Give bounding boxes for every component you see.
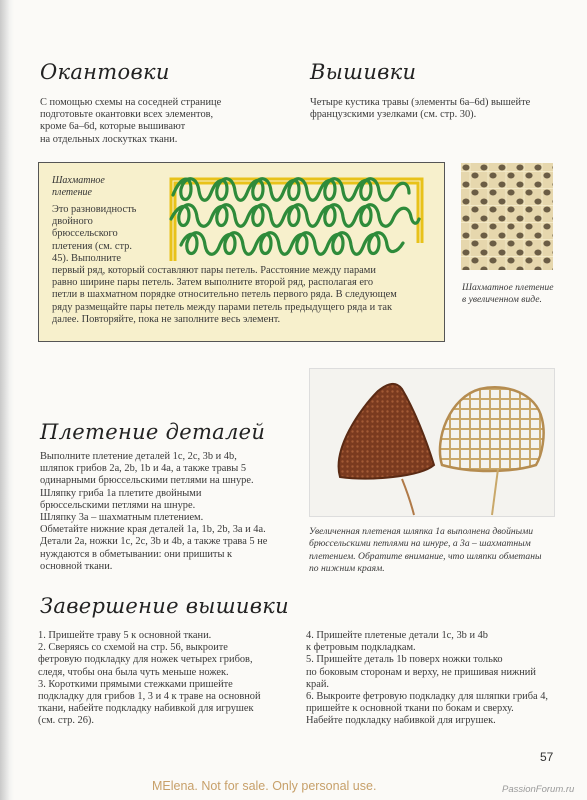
text-line: Детали 2a, ножки 1c, 2c, 3b и 4b, а также трава 5 не: [40, 536, 268, 548]
caption-line: Увеличенная плетеная шляпка 1a выполнена двойными: [309, 526, 534, 537]
caption-line: плетением. Обратите внимание, что шляпки обметаны: [309, 550, 542, 562]
text-line: брюссельскими петлями на шнуре.: [40, 499, 196, 511]
text-line: шляпок грибов 2a, 2b, 1b и 4a, а также травы 5: [40, 463, 247, 475]
text-line: 45). Выполните: [52, 252, 122, 264]
text-line: Обметайте нижние края деталей 1a, 1b, 2b, 3a и 4a.: [40, 524, 266, 536]
box-full-text: [52, 265, 397, 326]
edging-text: [40, 97, 221, 146]
text-line: фетровую подкладку для ножек четырех грибов,: [38, 654, 253, 666]
text-line: нуждаются в обметывании: они пришиты к: [40, 548, 233, 560]
embroidery-text: [310, 97, 530, 121]
photo2-caption: [309, 526, 542, 576]
text-line: по боковым сторонам и верху, не пришивая нижний: [306, 666, 536, 678]
text-line: (см. стр. 26).: [38, 715, 94, 727]
text-line: ряду размещайте пары петель между парами петель предыдущего ряда и так: [52, 301, 393, 313]
text-line: ткани, набейте подкладку набивкой для игрушек: [38, 703, 254, 715]
finish-right-text: [306, 630, 548, 728]
text-line: основной ткани.: [40, 560, 113, 572]
heading-embroidery: Вышивки: [310, 60, 417, 84]
text-line: Выполните плетение деталей 1c, 2c, 3b и 4b,: [40, 451, 237, 462]
binding-shadow: [0, 0, 14, 800]
box-title: [52, 175, 105, 199]
text-line: Набейте подкладку набивкой для игрушек.: [306, 715, 496, 727]
box-left-text: [52, 204, 136, 265]
box-title-line: плетение: [52, 187, 92, 198]
text-line: подкладку для грибов 1, 3 и 4 к траве на основной: [38, 691, 261, 703]
heading-details: Плетение деталей: [40, 420, 266, 444]
caption-line: по нижним краям.: [309, 563, 385, 575]
lace-caps-illustration: [310, 369, 554, 516]
text-line: петли в шахматном порядке относительно петель первого ряда. В следующем: [52, 289, 397, 301]
text-line: Шляпку 3a – шахматным плетением.: [40, 512, 204, 524]
checkerboard-closeup-photo: [461, 163, 553, 270]
text-line: брюссельского: [52, 228, 118, 240]
text-line: С помощью схемы на соседней странице: [40, 97, 222, 108]
details-text: [40, 451, 267, 573]
site-watermark: PassionForum.ru: [502, 784, 575, 795]
heading-edging: Окантовки: [40, 60, 170, 84]
page-number: 57: [540, 750, 554, 764]
text-line: 2. Сверяясь со схемой на стр. 56, выкроите: [38, 642, 228, 654]
mesh-pattern: [461, 163, 553, 270]
text-line: Шляпку гриба 1a плетите двойными: [40, 487, 202, 499]
text-line: равно ширине пары петель. Затем выполните второй ряд, располагая его: [52, 277, 374, 289]
text-line: 3. Короткими прямыми стежками пришейте: [38, 678, 233, 690]
text-line: следя, чтобы она была чуть меньше ножек.: [38, 666, 229, 678]
text-line: 1. Пришейте траву 5 к основной ткани.: [38, 630, 212, 641]
text-line: Это разновидность: [52, 204, 137, 215]
text-line: двойного: [52, 216, 93, 228]
box-title-line: Шахматное: [52, 175, 105, 186]
text-line: кроме 6a–6d, которые вышивают: [40, 121, 186, 133]
text-line: французскими узелками (см. стр. 30).: [310, 109, 477, 121]
text-line: к фетровым подкладкам.: [306, 642, 416, 654]
finish-left-text: [38, 630, 261, 728]
text-line: пришейте к основной ткани по бокам и сверху.: [306, 703, 514, 715]
loop-stitch-diagram: [167, 173, 432, 265]
text-line: на отдельных лоскутках ткани.: [40, 133, 178, 145]
text-line: 4. Пришейте плетеные детали 1c, 3b и 4b: [306, 630, 488, 641]
caption-line: брюссельскими петлями на шнуре, а 3a – шахматным: [309, 538, 531, 550]
caption-line: Шахматное плетение: [462, 282, 554, 293]
watermark-text: MElena. Not for sale. Only personal use.: [152, 779, 377, 793]
text-line: Четыре кустика травы (элементы 6a–6d) вышейте: [310, 97, 531, 108]
checkerboard-info-box: [38, 162, 445, 342]
text-line: плетения (см. стр.: [52, 240, 132, 252]
heading-finish: Завершение вышивки: [40, 594, 289, 618]
text-line: край.: [306, 678, 330, 690]
photo1-caption: [462, 282, 553, 307]
text-line: далее. Повторяйте, пока не заполните весь элемент.: [52, 313, 281, 325]
caption-line: в увеличенном виде.: [462, 294, 542, 306]
text-line: 5. Пришейте деталь 1b поверх ножки только: [306, 654, 503, 666]
text-line: подготовьте окантовки всех элементов,: [40, 109, 214, 121]
mushroom-caps-photo: [309, 368, 555, 517]
text-line: первый ряд, который составляют пары петель. Расстояние между парами: [52, 265, 376, 276]
text-line: одинарными брюссельскими петлями на шнуре.: [40, 475, 254, 487]
text-line: 6. Выкроите фетровую подкладку для шляпки гриба 4,: [306, 691, 549, 703]
